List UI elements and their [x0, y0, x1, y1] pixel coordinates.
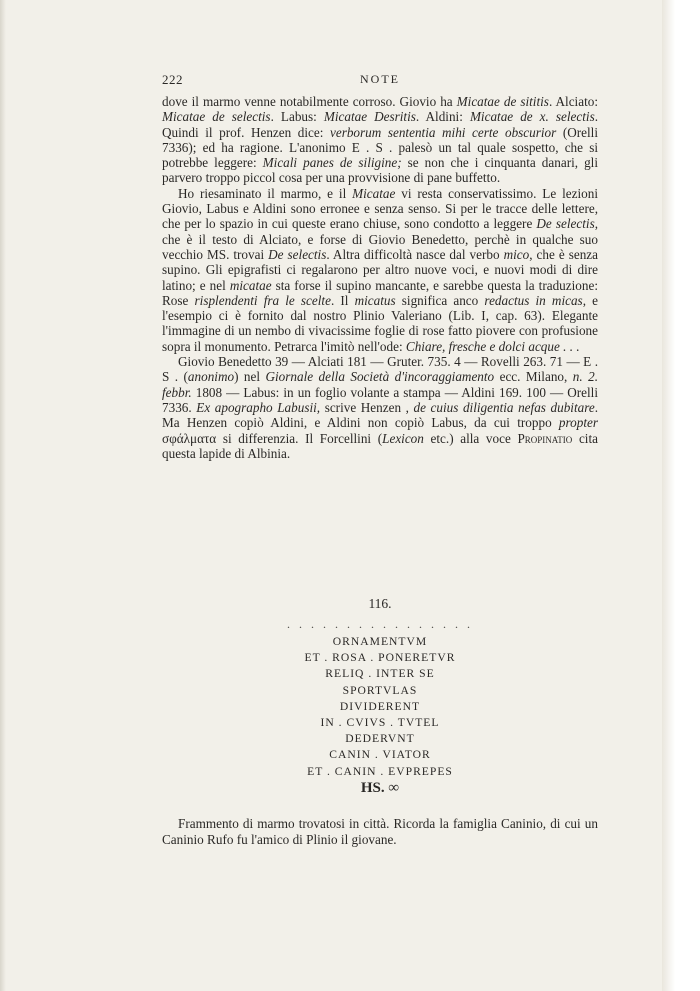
scan-edge — [662, 0, 700, 991]
italic-run: Lexicon — [382, 430, 424, 446]
italic-run: risplendenti fra le scelte — [194, 292, 331, 308]
italic-run: de cuius diligentia nefas dubitare — [413, 399, 595, 415]
text-run: dove il marmo venne notabilmente corroso. Giovio ha — [162, 94, 457, 109]
notes-body — [162, 94, 598, 461]
italic-run: n. 2. febbr. — [162, 369, 598, 400]
italic-run: anonimo — [187, 369, 235, 385]
inscription-line: CANIN . VIATOR — [329, 748, 431, 762]
text-run: . Aldini: — [415, 109, 470, 125]
italic-run: redactus in micas — [484, 292, 583, 308]
inscription-line: IN . CVIVS . TVTEL — [320, 716, 440, 730]
text-run: . Altra difficoltà nasce dal verbo — [326, 246, 504, 262]
text-run: , che è il testo di Alciato, e forse di Giovio Benedetto, perchè in qualche suo vecchio MS. trovai — [162, 216, 598, 262]
inscription-line: DEDERVNT — [345, 732, 415, 746]
text-run: cita questa lapide di Albinia. — [162, 430, 598, 461]
inscription-text — [162, 634, 598, 796]
italic-run: Micatae de sititis — [456, 94, 549, 109]
paragraph-2 — [162, 186, 598, 354]
text-run: σφάλματα si differenzia. Il Forcellini ( — [162, 430, 383, 446]
text-run: Ho riesaminato il marmo, e il — [178, 185, 353, 201]
text-run: ) nel — [234, 369, 266, 385]
inscription-line: DIVIDERENT — [339, 699, 421, 713]
text-run: scrive Henzen , — [320, 399, 414, 415]
text-run: . Ma Henzen copiò Aldini, e Aldini non copiò Labus, da cui troppo — [162, 399, 598, 431]
text-run: vi resta conservatissimo. Le lezioni Giovio, Labus e Aldini sono erronee e senza senso. Si per le tracce delle lettere, che per lo spazio in cui queste erano chiuse, sono condotto a leggere — [162, 185, 598, 232]
text-run: , che è senza supino. Gli epigrafisti ci regalarono per altro nuove voci, e nuovi modi di dire latino; e nel — [162, 246, 598, 293]
text-run: 1808 — Labus: in un foglio volante a stampa — Aldini 169. 100 — Orelli 7336. — [162, 384, 598, 415]
italic-run: Micatae Desritis — [323, 109, 416, 125]
italic-run: micatus — [354, 292, 396, 308]
italic-run: propter — [558, 415, 598, 431]
inscription-line: SPORTVLAS — [342, 683, 418, 697]
italic-run: micatae — [229, 277, 272, 293]
text-run: . Alciato: — [548, 94, 598, 109]
lacuna-dots: . . . . . . . . . . . . . . . . — [287, 617, 473, 631]
italic-run: mico — [503, 246, 530, 262]
page-spine-shadow — [0, 0, 6, 991]
page-number: 222 — [162, 72, 183, 87]
inscription-line: ET . CANIN . EVPREPES — [307, 764, 453, 778]
text-run: se non che i cinquanta danari, gli parvero troppo piccol cosa per una provvisione di pane buffetto. — [162, 155, 598, 186]
small-caps-run: Propinatio — [517, 430, 573, 446]
text-run: etc.) alla voce — [423, 430, 518, 446]
text-run: Giovio Benedetto 39 — Alciati 181 — Gruter. 735. 4 — Rovelli 263. 71 — E . S . ( — [162, 354, 598, 385]
inscription-number: 116. — [368, 596, 392, 611]
inscription-line: ET . ROSA . PONERETVR — [304, 651, 456, 665]
inscription-commentary — [162, 816, 598, 848]
inscription-line: RELIQ . INTER SE — [325, 667, 435, 681]
commentary-paragraph: Frammento di marmo trovatosi in città. Ricorda la famiglia Caninio, di cui un Caninio Rufo fu l'amico di Plinio il giovane. — [162, 816, 598, 847]
italic-run: Micatae — [352, 185, 396, 201]
inscription-line-sesterces: HS. ∞ — [360, 779, 400, 796]
italic-run: Micali panes de siligine; — [262, 155, 402, 171]
italic-run: Ex apographo Labusii, — [196, 399, 321, 415]
running-title: NOTE — [360, 72, 400, 86]
inscription-line: ORNAMENTVM — [332, 635, 428, 648]
text-run: . Quindi il prof. Henzen dice: — [162, 109, 598, 140]
italic-run: De selectis — [536, 216, 595, 232]
italic-run: De selectis — [268, 246, 327, 262]
text-run: . Il — [330, 292, 355, 308]
italic-run: Micatae de x. selectis — [469, 109, 595, 125]
text-run: , e l'esempio ci è fornito dal nostro Plinio Valeriano (Lib. I, cap. 63). Elegante l'immagine di un nembo di vivacissime foglie di rose fatto piovere con profusione sopra il monumento. Petrarca l'imitò nell'ode: — [162, 292, 598, 354]
italic-run: Giornale della Società d'incoraggiamento — [265, 369, 495, 385]
text-run: . Labus: — [270, 109, 324, 125]
page-header — [162, 72, 598, 92]
italic-run: verborum sententia mihi certe obscurior — [330, 124, 557, 140]
text-run: sta forse il supino mancante, e sarebbe questa la traduzione: Rose — [162, 277, 598, 308]
text-run: (Orelli 7336); ed ha ragione. L'anonimo E . S . palesò un tal quale sospetto, che si potrebbe leggere: — [162, 124, 598, 171]
text-run: ecc. Milano, — [494, 369, 573, 385]
paragraph-1 — [162, 94, 598, 186]
italic-run: Chiare, fresche e dolci acque . . . — [405, 338, 580, 354]
italic-run: Micatae de selectis — [162, 109, 271, 125]
text-run: significa anco — [395, 292, 485, 308]
paragraph-3-references — [162, 354, 598, 461]
